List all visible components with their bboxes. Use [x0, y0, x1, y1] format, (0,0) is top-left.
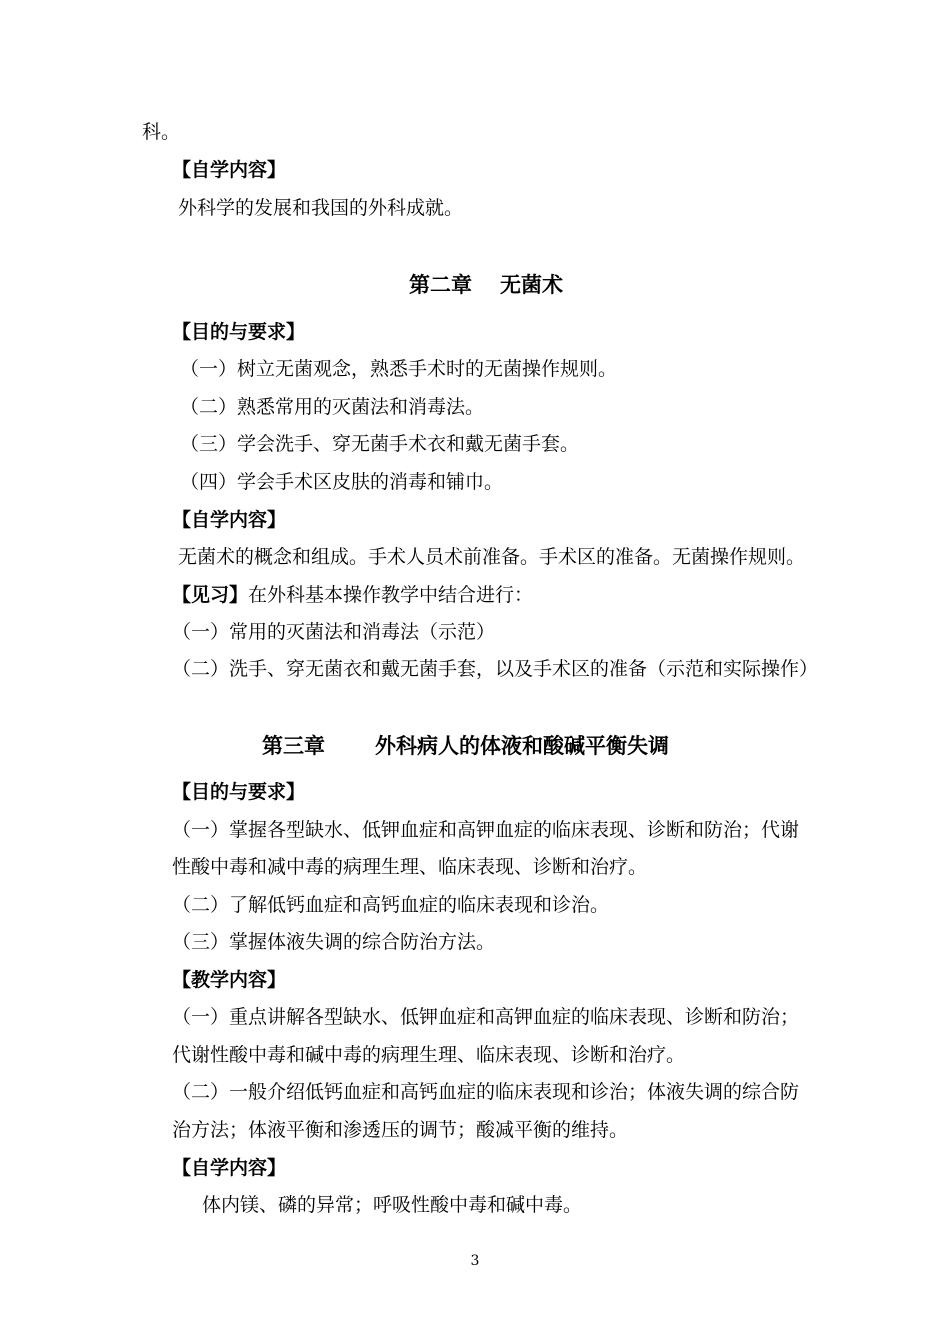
- chapter3-number: 第三章: [262, 734, 325, 758]
- ch1-self-study-text: 外科学的发展和我国的外科成就。: [178, 197, 464, 219]
- ch2-self-study-text: 无菌术的概念和组成。手术人员术前准备。手术区的准备。无菌操作规则。: [178, 546, 806, 568]
- ch2-observe-line: [172, 583, 533, 607]
- ch2-objective-item: （一）树立无菌观念，熟悉手术时的无菌操作规则。: [180, 358, 618, 380]
- ch3-objectives-label: 【目的与要求】: [172, 781, 306, 803]
- ch3-objective-line: （二）了解低钙血症和高钙血症的临床表现和诊治。: [172, 894, 610, 916]
- chapter2-title: 无菌术: [500, 273, 563, 297]
- chapter3-title: 外科病人的体液和酸碱平衡失调: [375, 734, 669, 758]
- ch2-objective-item: （四）学会手术区皮肤的消毒和铺巾。: [180, 471, 504, 493]
- page-number: 3: [470, 1253, 480, 1269]
- continued-text: 科。: [142, 121, 181, 143]
- chapter2-number: 第二章: [409, 273, 472, 297]
- ch2-observe-label: 【见习】: [172, 584, 249, 606]
- ch3-teaching-line: （二）一般介绍低钙血症和高钙血症的临床表现和诊治；体液失调的综合防: [172, 1081, 800, 1103]
- ch2-objective-item: （二）熟悉常用的灭菌法和消毒法。: [180, 396, 485, 418]
- ch3-objective-line: （一）掌握各型缺水、低钾血症和高钾血症的临床表现、诊断和防治；代谢: [172, 819, 800, 841]
- ch3-objective-line: 性酸中毒和减中毒的病理生理、临床表现、诊断和治疗。: [172, 856, 648, 878]
- ch3-self-study-label: 【自学内容】: [172, 1157, 287, 1179]
- ch2-observe-text: 在外科基本操作教学中结合进行：: [248, 584, 534, 606]
- ch3-objective-line: （三）掌握体液失调的综合防治方法。: [172, 931, 496, 953]
- ch3-teaching-line: 治方法；体液平衡和渗透压的调节；酸减平衡的维持。: [172, 1119, 629, 1141]
- ch2-objective-item: （三）学会洗手、穿无菌手术衣和戴无菌手套。: [180, 433, 580, 455]
- ch3-self-study-text: 体内镁、磷的异常；呼吸性酸中毒和碱中毒。: [202, 1194, 583, 1216]
- ch2-objectives-label: 【目的与要求】: [172, 321, 306, 343]
- ch2-observe-item: （一）常用的灭菌法和消毒法（示范）: [172, 621, 496, 643]
- ch1-self-study-label: 【自学内容】: [172, 159, 287, 181]
- ch3-teaching-line: 代谢性酸中毒和碱中毒的病理生理、临床表现、诊断和治疗。: [172, 1044, 686, 1066]
- ch2-self-study-label: 【自学内容】: [172, 509, 287, 531]
- ch2-observe-item: （二）洗手、穿无菌衣和戴无菌手套，以及手术区的准备（示范和实际操作）: [172, 658, 819, 680]
- ch3-teaching-label: 【教学内容】: [172, 969, 287, 991]
- ch3-teaching-line: （一）重点讲解各型缺水、低钾血症和高钾血症的临床表现、诊断和防治；: [172, 1006, 800, 1028]
